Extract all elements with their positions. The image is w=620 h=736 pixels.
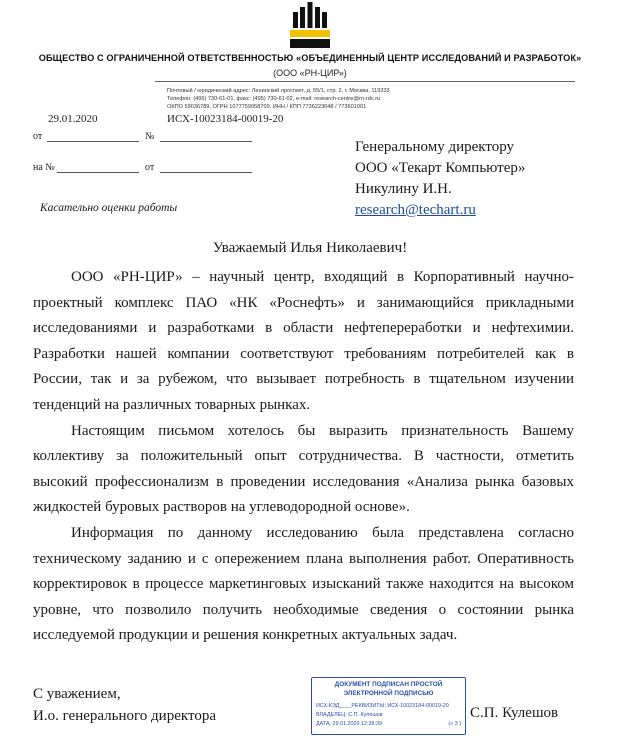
signer-name: С.П. Кулешов (470, 705, 559, 721)
stamp-page-number: (« 3 ) (448, 721, 461, 727)
no-label: № (145, 131, 155, 142)
letter-subject: Касательно оценки работы (40, 202, 178, 214)
closing-regards: С уважением, (33, 686, 121, 702)
stamp-owner-line: ВЛАДЕЛЕЦ: С.П. Кулешов (316, 712, 383, 718)
date-line (47, 141, 139, 142)
company-phones: Телефон: (495) 730-61-01, факс: (495) 730-61-02, e-mail: research-centre@rn-rdc.ru (167, 96, 381, 102)
recipient-name: Никулину И.Н. (355, 181, 452, 197)
ref-number-line (57, 172, 139, 173)
ot-label-2: от (145, 162, 155, 173)
greeting: Уважаемый Илья Николаевич! (212, 240, 408, 256)
company-full-name: ОБЩЕСТВО С ОГРАНИЧЕННОЙ ОТВЕТСТВЕННОСТЬЮ «ОБЪЕДИНЕННЫЙ ЦЕНТР ИССЛЕДОВАНИЙ И РАЗРАБОТОК» (38, 53, 582, 63)
recipient-block (355, 137, 525, 221)
e-signature-stamp (311, 677, 466, 735)
rosneft-logo-icon (288, 2, 332, 48)
stamp-header-2: ЭЛЕКТРОННОЙ ПОДПИСЬЮ (343, 690, 434, 697)
letter-number: ИСХ-10023184-00019-20 (167, 113, 284, 125)
company-address: Почтовый / юридический адрес: Ленинский проспект, д. 55/1, стр. 2, г. Москва, 119333 (167, 88, 390, 94)
na-no-label: на № (33, 162, 55, 173)
paragraph: Информация по данному исследованию была представлена согласно техническому заданию и с опережением плана выполнения работ. Оперативность корректировок в процессе маркетинговых изысканий также находится на высоком уровне, что позволило получить необходимые сведения о состоянии рынка исследуемой продукции и решения конкретных актуальных задач. (33, 524, 574, 644)
ot-label: от (33, 131, 43, 142)
stamp-doc-line: ИСХ-КЭД____РЕКВИЗИТЫ: ИСХ-10023184-00019-20 (316, 703, 449, 709)
recipient-position: Генеральному директору (355, 139, 515, 155)
signer-position: И.о. генерального директора (33, 708, 216, 724)
stamp-header-1: ДОКУМЕНТ ПОДПИСАН ПРОСТОЙ (334, 681, 443, 688)
letterhead-divider (155, 81, 575, 82)
recipient-company: ООО «Текарт Компьютер» (355, 160, 526, 176)
letter-body (33, 265, 574, 649)
recipient-email-link[interactable]: research@techart.ru (355, 202, 476, 218)
letter-date: 29.01.2020 (48, 113, 98, 125)
company-short-name: (ООО «РН-ЦИР») (273, 68, 347, 78)
signature-block (33, 683, 216, 727)
company-codes: ОКПО 59036789, ОГРН 1077759058709, ИНН / КПП 7736223048 / 773601001 (167, 104, 367, 110)
paragraph: ООО «РН-ЦИР» – научный центр, входящий в Корпоративный научно-проектный комплекс ПАО «НК «Роснефть» и занимающийся прикладными исследованиями и разработками в области нефтепереработки и нефтехимии. Разработки нашей компании соответствуют требованиям потребителей как в России, так и за рубежом, что вызывает потребность в тщательном изучении тенденций на различных товарных рынках. (33, 269, 574, 413)
ref-date-line (160, 172, 252, 173)
number-line (160, 141, 252, 142)
paragraph: Настоящим письмом хотелось бы выразить признательность Вашему коллективу за положительный опыт сотрудничества. В частности, отметить высокий профессионализм в проведении исследования «Анализа рынка базовых жидкостей буровых растворов на углеводородной основе». (33, 422, 574, 516)
stamp-date-line: ДАТА: 29.01.2020 12:38:39 (316, 721, 382, 727)
